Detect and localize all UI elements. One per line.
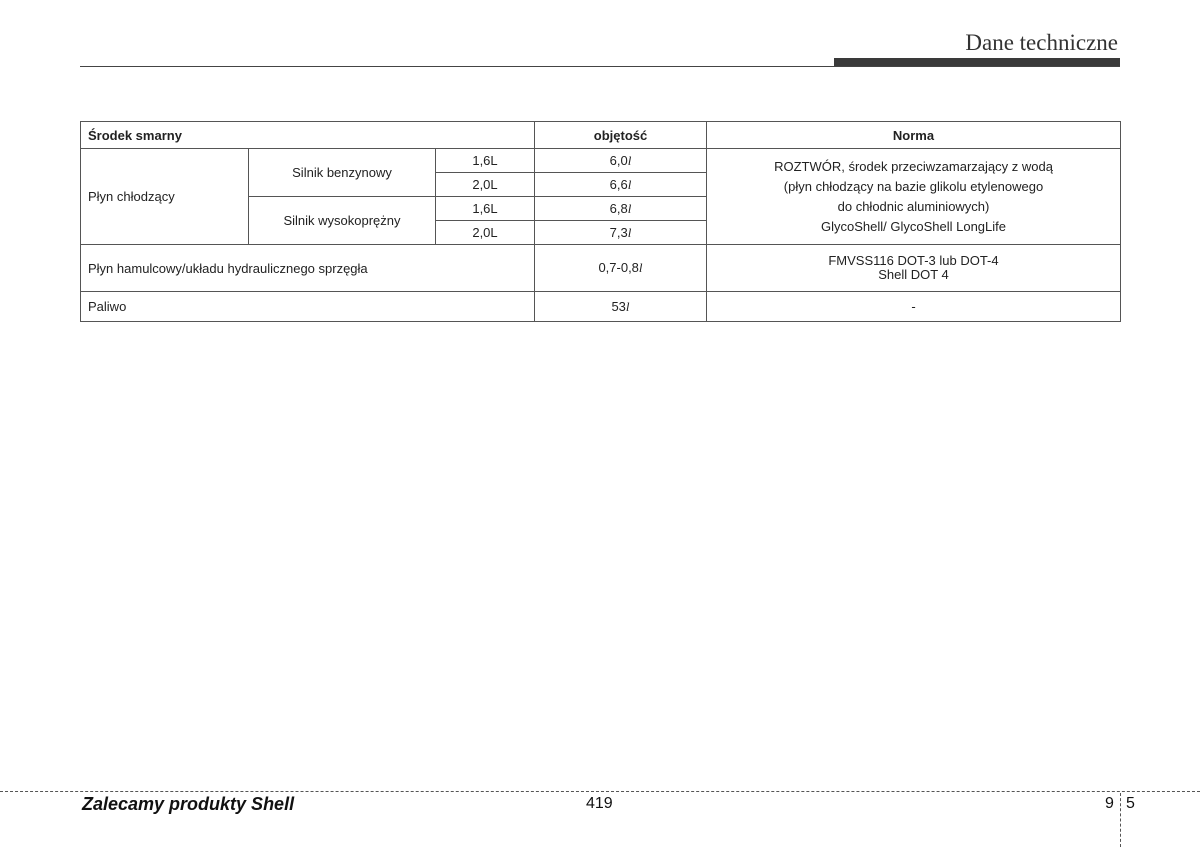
liter-unit: l [627, 224, 632, 240]
liter-unit: l [625, 298, 630, 314]
footer-separator [1120, 793, 1121, 847]
header-lubricant: Środek smarny [81, 122, 535, 149]
volume-cell [535, 245, 707, 292]
fuel-label: Paliwo [81, 292, 535, 322]
volume-cell [535, 173, 707, 197]
displacement-cell: 1,6L [436, 149, 535, 173]
liter-unit: l [627, 152, 632, 168]
coolant-label: Płyn chłodzący [81, 149, 249, 245]
volume-value: 6,6 [609, 176, 628, 192]
table-row [81, 292, 1121, 322]
volume-cell [535, 197, 707, 221]
volume-value: 7,3 [609, 224, 628, 240]
fuel-norm: - [707, 292, 1121, 322]
volume-value: 0,7-0,8 [598, 260, 639, 275]
header-bar [834, 58, 1120, 66]
table-row [81, 149, 1121, 173]
norm-line: Shell DOT 4 [878, 267, 949, 282]
norm-line: do chłodnic aluminiowych) [837, 198, 990, 214]
header-rule [80, 66, 1120, 67]
volume-cell [535, 292, 707, 322]
norm-line: GlycoShell/ GlycoShell LongLife [821, 218, 1006, 234]
table-row [81, 245, 1121, 292]
norm-line: FMVSS116 DOT-3 lub DOT-4 [828, 253, 999, 268]
table-header-row [81, 122, 1121, 149]
volume-value: 6,0 [609, 152, 628, 168]
displacement-cell: 2,0L [436, 221, 535, 245]
header-volume: objętość [535, 122, 707, 149]
page-title: Dane techniczne [965, 30, 1118, 55]
volume-cell [535, 149, 707, 173]
engine-diesel-label: Silnik wysokoprężny [249, 197, 436, 245]
displacement-cell: 2,0L [436, 173, 535, 197]
liter-unit: l [627, 176, 632, 192]
brake-norm [707, 245, 1121, 292]
footer-page-number: 419 [586, 795, 613, 812]
volume-cell [535, 221, 707, 245]
volume-value: 6,8 [609, 200, 628, 216]
header-norm: Norma [707, 122, 1121, 149]
engine-petrol-label: Silnik benzynowy [249, 149, 436, 197]
norm-line: (płyn chłodzący na bazie glikolu etylenowego [783, 178, 1044, 194]
displacement-cell: 1,6L [436, 197, 535, 221]
liter-unit: l [638, 260, 643, 275]
brake-fluid-label: Płyn hamulcowy/układu hydraulicznego sprzęgła [81, 245, 535, 292]
volume-value: 53 [611, 298, 626, 314]
liter-unit: l [627, 200, 632, 216]
footer-slogan: Zalecamy produkty Shell [82, 794, 295, 814]
norm-line: ROZTWÓR, środek przeciwzamarzający z wodą [774, 158, 1053, 174]
coolant-norm [707, 149, 1121, 245]
lubricants-table [80, 121, 1121, 322]
footer-divider [0, 791, 1200, 792]
footer-section-page: 5 [1126, 795, 1135, 812]
footer-chapter-number: 9 [1105, 795, 1114, 812]
